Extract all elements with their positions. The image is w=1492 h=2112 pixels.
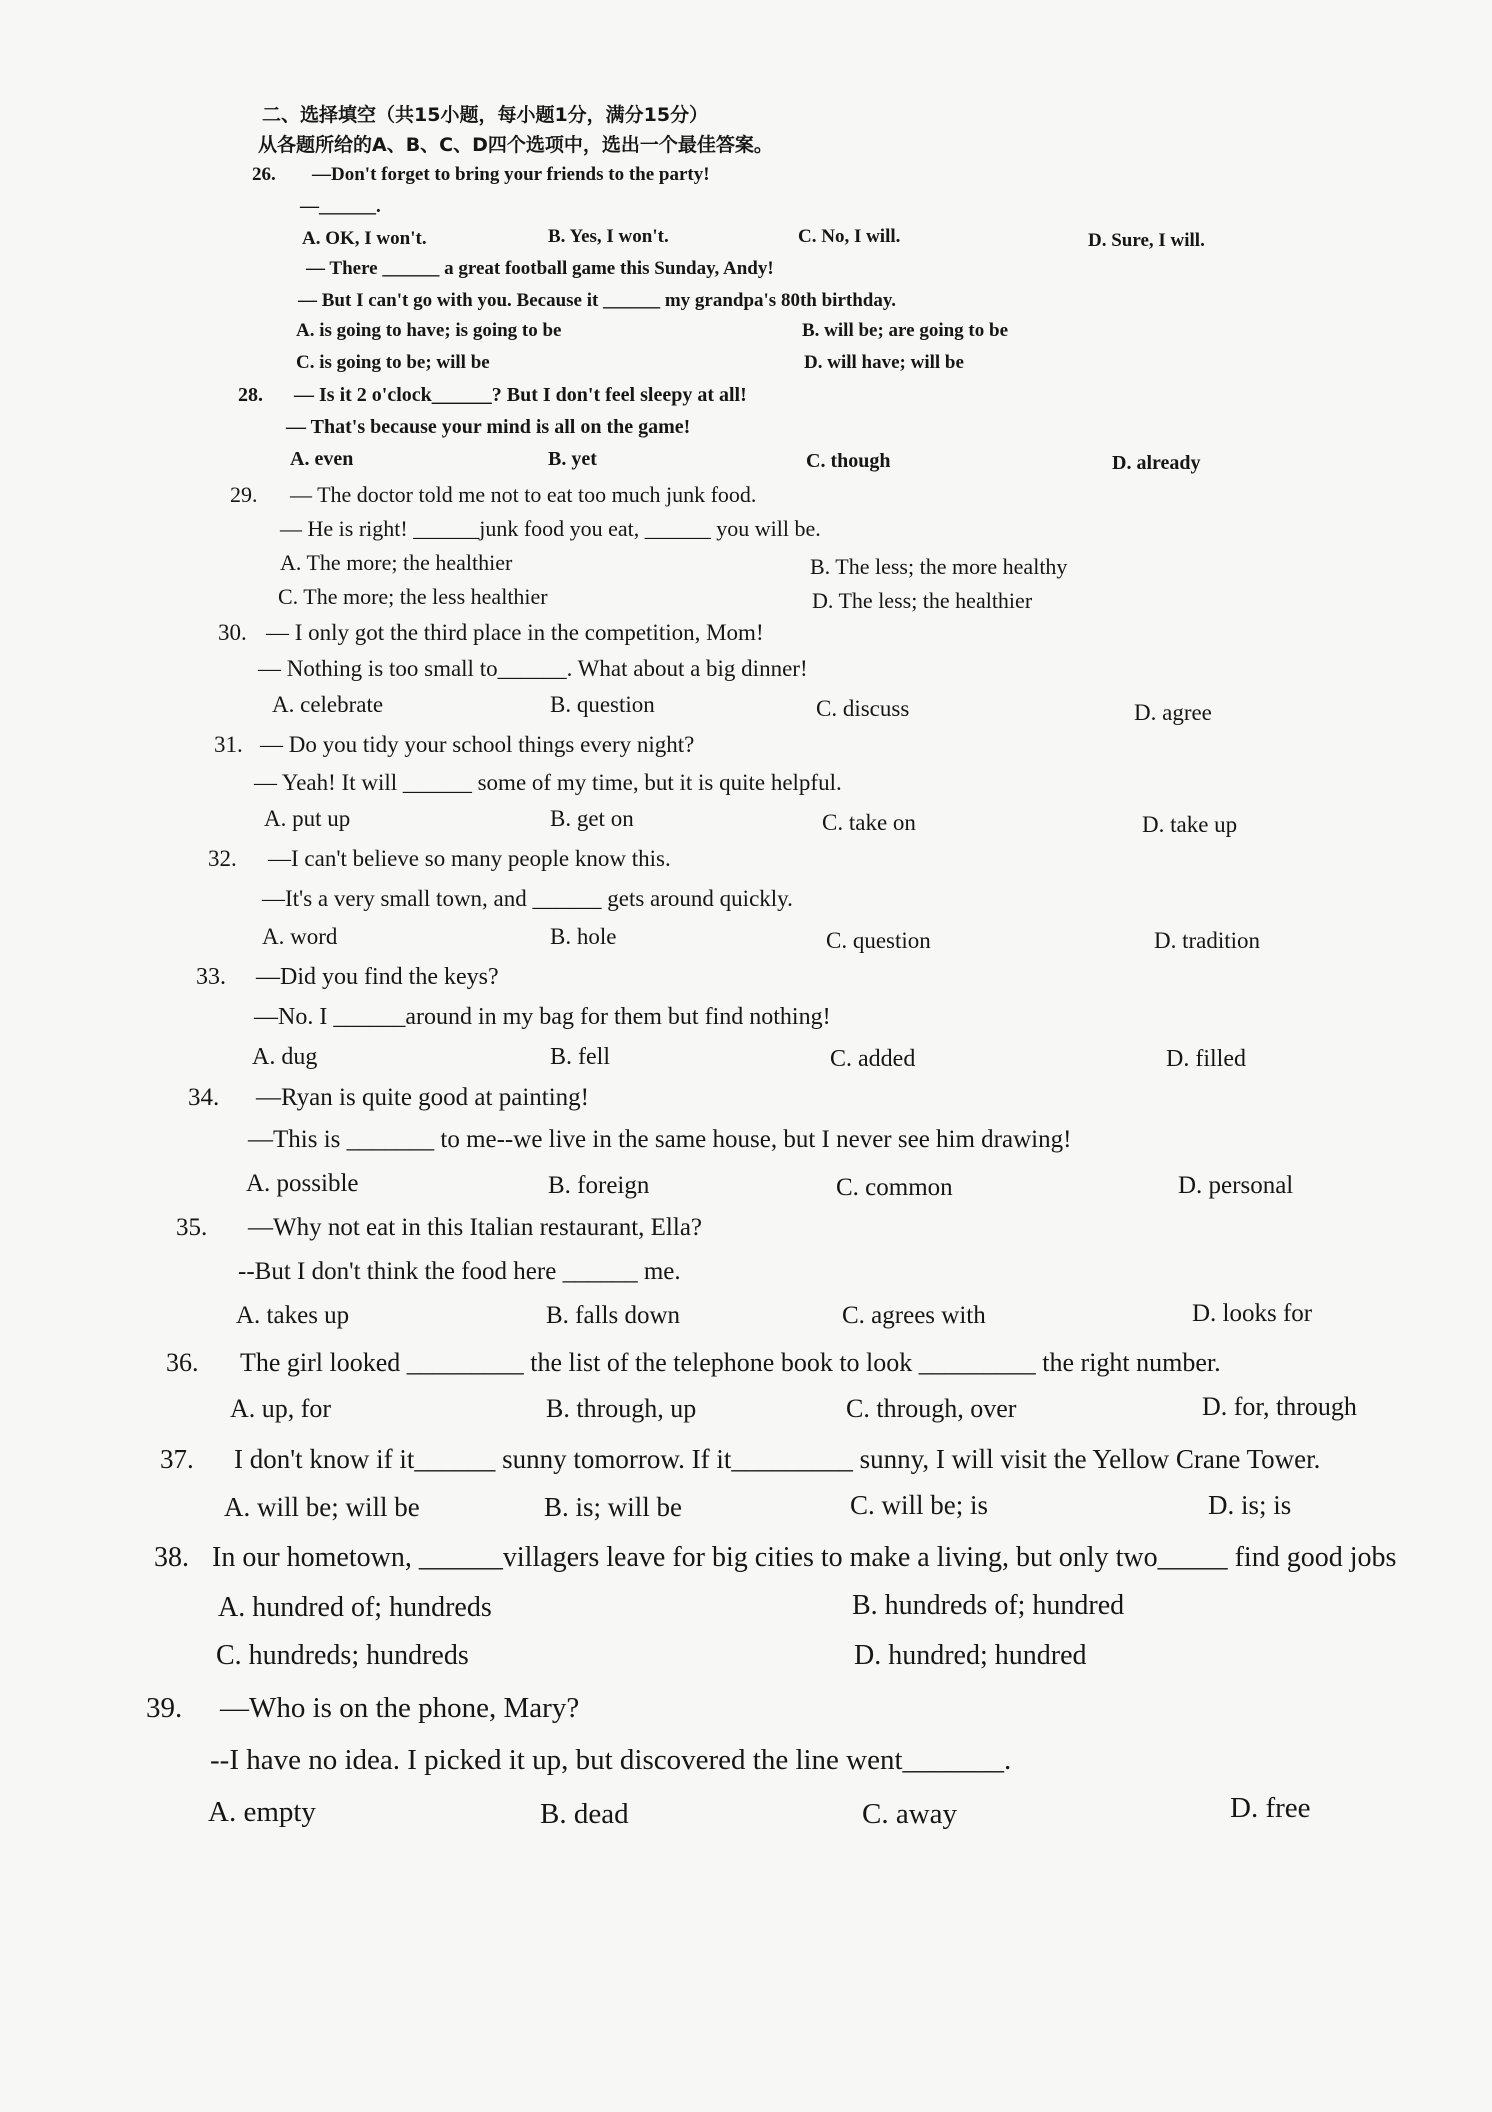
option-c: C. The more; the less healthier [278,584,548,609]
option-a: A. is going to have; is going to be [296,320,562,341]
option-c: C. take on [822,810,916,835]
option-c: C. agrees with [842,1302,986,1329]
question-stem: —Who is on the phone, Mary? [220,1692,580,1724]
question-stem: — That's because your mind is all on the game! [286,416,691,438]
question-number: 30. [218,620,247,645]
question-stem: —______. [300,196,381,217]
question-number: 36. [166,1348,199,1377]
option-c: C. though [806,450,891,472]
question-number: 33. [196,964,226,990]
question-number: 28. [238,384,263,406]
option-a: A. celebrate [272,692,384,717]
question-stem: — Nothing is too small to______. What about a big dinner! [258,656,808,681]
question-number: 32. [208,846,237,871]
question-stem: — The doctor told me not to eat too much junk food. [290,482,757,507]
question-number: 26. [252,164,276,185]
option-c: C. hundreds; hundreds [216,1640,469,1671]
option-d: D. free [1230,1792,1311,1824]
option-a: A. up, for [230,1394,332,1423]
option-c: C. No, I will. [798,226,901,247]
question-stem: — Is it 2 o'clock______? But I don't feel sleepy at all! [294,384,747,406]
option-d: D. Sure, I will. [1088,230,1205,251]
question-stem: —Did you find the keys? [256,964,499,990]
option-c: C. will be; is [850,1490,989,1520]
question-stem: —Why not eat in this Italian restaurant, Ella? [248,1214,703,1241]
question-stem: --But I don't think the food here ______ me. [238,1258,681,1285]
question-stem: I don't know if it______ sunny tomorrow. If it_________ sunny, I will visit the Yellow Crane Tower. [234,1444,1321,1474]
option-d: D. will have; will be [804,352,964,373]
section-instruction: 从各题所给的A、B、C、D四个选项中，选出一个最佳答案。 [258,134,773,156]
option-b: B. through, up [546,1394,697,1423]
question-number: 37. [160,1444,194,1474]
question-number: 34. [188,1084,220,1111]
option-a: A. dug [252,1044,318,1070]
question-stem: — There ______ a great football game this Sunday, Andy! [306,258,774,279]
option-b: B. falls down [546,1302,681,1329]
option-c: C. away [862,1798,958,1830]
option-d: D. hundred; hundred [854,1640,1087,1671]
section-title: 二、选择填空（共15小题，每小题1分，满分15分） [262,104,709,126]
option-b: B. get on [550,806,634,831]
question-number: 35. [176,1214,208,1241]
option-d: D. The less; the healthier [812,588,1033,613]
option-b: B. hundreds of; hundred [852,1590,1125,1621]
option-d: D. take up [1142,812,1238,837]
option-d: D. already [1112,452,1201,474]
option-a: A. The more; the healthier [280,550,513,575]
option-d: D. filled [1166,1046,1246,1072]
option-a: A. even [290,448,354,470]
option-b: B. The less; the more healthy [810,554,1068,579]
option-d: D. agree [1134,700,1212,725]
option-c: C. is going to be; will be [296,352,490,373]
option-b: B. Yes, I won't. [548,226,669,247]
question-stem: —It's a very small town, and ______ gets around quickly. [262,886,793,911]
question-stem: The girl looked _________ the list of the telephone book to look _________ the right number. [240,1348,1221,1377]
option-b: B. is; will be [544,1492,683,1522]
question-number: 29. [230,482,258,507]
question-stem: — Yeah! It will ______ some of my time, but it is quite helpful. [254,770,842,795]
option-b: B. hole [550,924,617,949]
question-stem: —This is _______ to me--we live in the same house, but I never see him drawing! [248,1126,1072,1153]
question-number: 39. [146,1692,183,1724]
option-b: B. foreign [548,1172,650,1199]
option-a: A. put up [264,806,351,831]
question-stem: —I can't believe so many people know this. [268,846,671,871]
option-b: B. question [550,692,655,717]
option-b: B. will be; are going to be [802,320,1009,341]
question-stem: —No. I ______around in my bag for them but find nothing! [254,1004,831,1030]
question-stem: — I only got the third place in the competition, Mom! [266,620,764,645]
question-stem: --I have no idea. I picked it up, but discovered the line went_______. [210,1744,1012,1776]
option-b: B. fell [550,1044,610,1070]
question-number: 31. [214,732,243,757]
question-number: 38. [154,1542,189,1573]
question-stem: —Ryan is quite good at painting! [256,1084,589,1111]
option-a: A. word [262,924,338,949]
option-c: C. through, over [846,1394,1017,1423]
option-b: B. yet [548,448,597,470]
question-stem: — But I can't go with you. Because it ______ my grandpa's 80th birthday. [298,290,897,311]
option-a: A. will be; will be [224,1492,420,1522]
option-a: A. hundred of; hundreds [218,1592,492,1623]
option-a: A. OK, I won't. [302,228,427,249]
option-c: C. added [830,1046,916,1072]
option-c: C. common [836,1174,953,1201]
option-a: A. possible [246,1170,359,1197]
option-d: D. for, through [1202,1392,1357,1421]
option-d: D. looks for [1192,1300,1313,1327]
option-c: C. question [826,928,931,953]
question-stem: In our hometown, ______villagers leave for big cities to make a living, but only two_____ find good jobs [212,1542,1397,1573]
question-stem: — He is right! ______junk food you eat, ______ you will be. [280,516,821,541]
option-d: D. personal [1178,1172,1294,1199]
option-b: B. dead [540,1798,629,1830]
question-stem: —Don't forget to bring your friends to the party! [312,164,710,185]
option-d: D. tradition [1154,928,1261,953]
option-a: A. empty [208,1796,316,1828]
question-stem: — Do you tidy your school things every night? [260,732,695,757]
option-c: C. discuss [816,696,910,721]
option-a: A. takes up [236,1302,350,1329]
option-d: D. is; is [1208,1490,1292,1520]
